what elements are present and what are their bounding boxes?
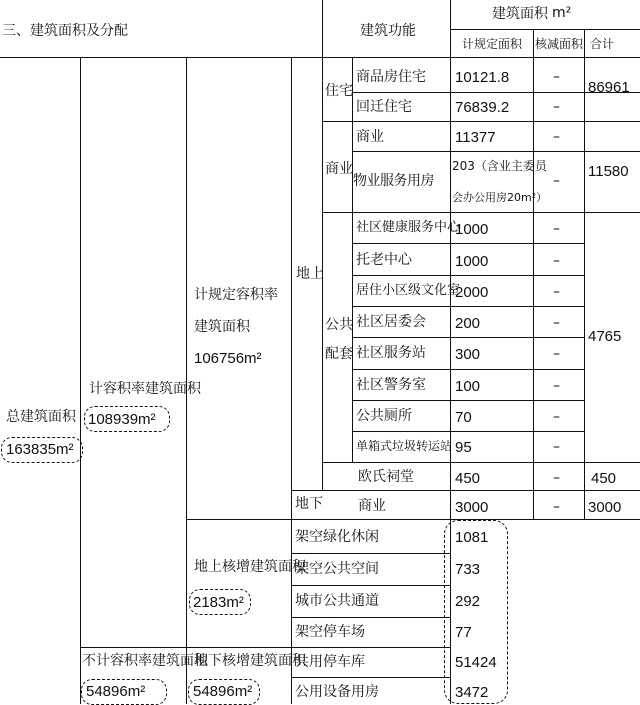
row-approved: – <box>553 99 560 115</box>
row-approved: – <box>553 129 560 145</box>
row-approved: – <box>553 346 560 362</box>
area-header: 建筑面积 <box>492 6 548 22</box>
row-approved: – <box>553 439 560 455</box>
row-approved: – <box>553 69 560 85</box>
row-name: 社区健康服务中心 <box>356 220 461 235</box>
row-name: 欧氏祠堂 <box>358 469 414 485</box>
row-planned-line-1: 203（含业主委员 <box>452 159 547 173</box>
non-far-label: 不计容积率建筑面积 <box>82 653 208 669</box>
public-group-label-2: 配套 <box>325 346 353 362</box>
extra-row-name: 共用停车库 <box>295 654 365 670</box>
extra-row-value: 51424 <box>455 654 497 671</box>
row-planned: 76839.2 <box>455 99 510 116</box>
row-approved: – <box>553 409 560 425</box>
above-added-label: 地上核增建筑面积 <box>194 559 306 575</box>
planned-far-value: 106756m² <box>194 350 262 367</box>
below-added-label: 地下核增建筑面积 <box>194 653 306 669</box>
row-name: 单箱式垃圾转运站 <box>356 439 453 453</box>
row-planned: 200 <box>455 315 481 332</box>
row-name: 公共厕所 <box>356 408 412 424</box>
extra-row-value: 77 <box>455 624 472 641</box>
extra-row-value: 1081 <box>455 529 489 546</box>
row-approved: – <box>553 221 560 237</box>
row-name: 托老中心 <box>356 252 412 268</box>
row-total: 3000 <box>588 499 622 516</box>
row-planned: 3000 <box>455 499 489 516</box>
public-group-label-1: 公共 <box>325 317 353 333</box>
row-name: 物业服务用房 <box>353 173 434 189</box>
extra-row-name: 架空绿化休闲 <box>295 529 379 545</box>
extra-row-name: 架空公共空间 <box>295 561 379 577</box>
row-planned: 300 <box>455 346 481 363</box>
below-added-value: 54896m² <box>193 683 253 700</box>
row-name: 商业 <box>356 129 384 145</box>
row-planned: 11377 <box>455 129 496 146</box>
far-area-label: 计容积率建筑面积 <box>89 381 201 397</box>
extra-row-value: 3472 <box>455 684 489 701</box>
total-header: 合计 <box>590 37 615 51</box>
row-planned: 450 <box>455 470 481 487</box>
non-far-value: 54896m² <box>86 683 146 700</box>
extra-row-value: 733 <box>455 561 481 578</box>
above-added-value: 2183m² <box>193 594 244 611</box>
total-area-value: 163835m² <box>6 441 74 458</box>
below-ground-label: 地下 <box>295 496 323 512</box>
row-planned: 2000 <box>455 284 489 301</box>
function-column-header: 建筑功能 <box>360 23 416 39</box>
row-name: 居住小区级文化室 <box>356 283 461 298</box>
planned-area-header: 计规定面积 <box>462 37 523 51</box>
row-approved: – <box>553 315 560 331</box>
planned-far-label-2: 建筑面积 <box>194 319 250 335</box>
row-approved: – <box>553 284 560 300</box>
row-planned-line-2: 会办公用房20m²） <box>452 191 548 204</box>
above-ground-label: 地上 <box>296 266 324 282</box>
extra-row-name: 城市公共通道 <box>295 593 379 609</box>
section-title: 三、建筑面积及分配 <box>2 23 128 39</box>
row-planned: 95 <box>455 439 472 456</box>
row-name: 商品房住宅 <box>356 69 426 85</box>
row-name: 商业 <box>358 498 386 514</box>
residential-group-label: 住宅 <box>325 83 353 99</box>
row-planned: 1000 <box>455 221 489 238</box>
residential-total: 86961 <box>588 79 630 96</box>
approved-area-header: 核减面积 <box>535 37 584 51</box>
row-approved: – <box>553 173 560 189</box>
added-values-cloud <box>444 520 508 704</box>
total-area-label: 总建筑面积 <box>6 409 76 425</box>
extra-row-value: 292 <box>455 593 481 610</box>
row-name: 社区服务站 <box>356 345 426 361</box>
far-area-value: 108939m² <box>88 411 156 428</box>
commercial-total: 11580 <box>588 163 629 180</box>
row-name: 社区警务室 <box>356 377 426 393</box>
row-approved: – <box>553 378 560 394</box>
area-unit: m² <box>552 5 572 21</box>
row-approved: – <box>553 253 560 269</box>
planned-far-label-1: 计规定容积率 <box>194 287 278 303</box>
public-total: 4765 <box>588 328 622 345</box>
commercial-group-label: 商业 <box>325 161 353 177</box>
row-planned: 10121.8 <box>455 69 510 86</box>
row-planned: 70 <box>455 409 472 426</box>
extra-row-name: 架空停车场 <box>295 624 365 640</box>
row-total: 450 <box>591 470 617 487</box>
row-name: 社区居委会 <box>356 314 426 330</box>
row-approved: – <box>553 470 560 486</box>
row-planned: 100 <box>455 378 481 395</box>
row-name: 回迁住宅 <box>356 99 412 115</box>
row-approved: – <box>553 499 560 515</box>
extra-row-name: 公用设备用房 <box>295 684 379 700</box>
row-planned: 1000 <box>455 253 489 270</box>
